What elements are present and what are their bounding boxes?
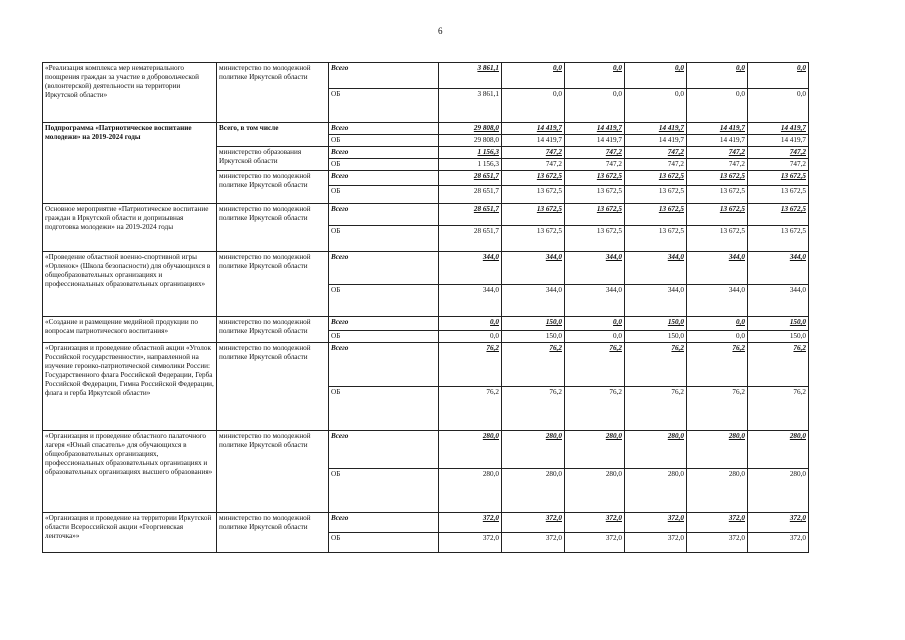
funding-source: Всего (329, 431, 439, 469)
amount-cell: 13 672,5 (625, 186, 687, 204)
funding-source: ОБ (329, 331, 439, 343)
funding-source: ОБ (329, 226, 439, 252)
amount-cell: 76,2 (625, 387, 687, 431)
amount-cell: 372,0 (439, 533, 502, 553)
amount-cell: 372,0 (625, 533, 687, 553)
executor-name: министерство по молодежной политике Иркутской области (217, 171, 329, 204)
amount-cell: 13 672,5 (687, 204, 748, 226)
funding-source: ОБ (329, 135, 439, 147)
amount-cell: 280,0 (565, 469, 625, 513)
amount-cell: 344,0 (439, 285, 502, 317)
amount-cell: 13 672,5 (565, 186, 625, 204)
amount-cell: 372,0 (502, 513, 565, 533)
amount-cell: 0,0 (565, 89, 625, 123)
program-name: Основное мероприятие «Патриотическое воспитание граждан в Иркутской области и допризывная подготовка молодежи» на 2019-2024 годы (43, 204, 217, 252)
executor-name: Всего, в том числе (217, 123, 329, 147)
amount-cell: 0,0 (502, 63, 565, 89)
amount-cell: 3 861,1 (439, 63, 502, 89)
amount-cell: 13 672,5 (748, 204, 809, 226)
amount-cell: 76,2 (687, 343, 748, 387)
amount-cell: 0,0 (565, 317, 625, 331)
funding-source: Всего (329, 63, 439, 89)
amount-cell: 28 651,7 (439, 226, 502, 252)
funding-source: Всего (329, 171, 439, 186)
amount-cell: 13 672,5 (565, 226, 625, 252)
amount-cell: 13 672,5 (625, 171, 687, 186)
funding-source: Всего (329, 317, 439, 331)
table-row (43, 252, 809, 285)
program-name: «Проведение областной военно-спортивной игры «Орленок» (Школа безопасности) для обучающихся в общеобразовательных организациях и профессиональных образовательных организациях» (43, 252, 217, 317)
amount-cell: 344,0 (687, 285, 748, 317)
amount-cell: 0,0 (687, 89, 748, 123)
table-row (43, 317, 809, 331)
executor-name: министерство по молодежной политике Иркутской области (217, 252, 329, 317)
amount-cell: 280,0 (502, 431, 565, 469)
executor-name: министерство по молодежной политике Иркутской области (217, 431, 329, 513)
amount-cell: 28 651,7 (439, 204, 502, 226)
funding-source: Всего (329, 252, 439, 285)
amount-cell: 747,2 (687, 159, 748, 171)
program-name: «Организация и проведение на территории Иркутской области Всероссийской акции «Георгиевская ленточка»» (43, 513, 217, 553)
table-row (43, 431, 809, 469)
amount-cell: 344,0 (439, 252, 502, 285)
executor-name: министерство образования Иркутской области (217, 147, 329, 171)
amount-cell: 76,2 (439, 343, 502, 387)
amount-cell: 14 419,7 (748, 135, 809, 147)
funding-source: ОБ (329, 533, 439, 553)
funding-source: Всего (329, 204, 439, 226)
executor-name: министерство по молодежной политике Иркутской области (217, 204, 329, 252)
page-number: 6 (438, 26, 443, 36)
amount-cell: 0,0 (625, 63, 687, 89)
amount-cell: 76,2 (748, 343, 809, 387)
amount-cell: 372,0 (687, 513, 748, 533)
amount-cell: 0,0 (625, 89, 687, 123)
amount-cell: 280,0 (625, 431, 687, 469)
program-name: «Организация и проведение областной акции «Уголок Российской государственности», направленной на изучение героико-патриотической символики России: Государственного флага Российской Федерации, Герба Российской Федерации, Гимна Российской Федерации, флага и герба Иркутской области» (43, 343, 217, 431)
amount-cell: 280,0 (439, 431, 502, 469)
program-name: «Создание и размещение медийной продукции по вопросам патриотического воспитания» (43, 317, 217, 343)
amount-cell: 150,0 (502, 317, 565, 331)
amount-cell: 747,2 (748, 147, 809, 159)
amount-cell: 76,2 (565, 343, 625, 387)
amount-cell: 13 672,5 (502, 204, 565, 226)
funding-source: Всего (329, 123, 439, 135)
table-row (43, 63, 809, 89)
amount-cell: 747,2 (687, 147, 748, 159)
amount-cell: 372,0 (687, 533, 748, 553)
amount-cell: 3 861,1 (439, 89, 502, 123)
amount-cell: 344,0 (687, 252, 748, 285)
amount-cell: 280,0 (439, 469, 502, 513)
amount-cell: 150,0 (502, 331, 565, 343)
amount-cell: 0,0 (748, 89, 809, 123)
amount-cell: 372,0 (748, 513, 809, 533)
amount-cell: 13 672,5 (748, 226, 809, 252)
amount-cell: 13 672,5 (687, 226, 748, 252)
amount-cell: 13 672,5 (565, 204, 625, 226)
amount-cell: 0,0 (439, 331, 502, 343)
executor-name: министерство по молодежной политике Иркутской области (217, 317, 329, 343)
executor-name: министерство по молодежной политике Иркутской области (217, 63, 329, 123)
amount-cell: 372,0 (565, 533, 625, 553)
amount-cell: 280,0 (687, 469, 748, 513)
amount-cell: 280,0 (687, 431, 748, 469)
amount-cell: 13 672,5 (748, 186, 809, 204)
table-row (43, 343, 809, 387)
amount-cell: 280,0 (565, 431, 625, 469)
executor-name: министерство по молодежной политике Иркутской области (217, 343, 329, 431)
amount-cell: 76,2 (687, 387, 748, 431)
table-row (43, 513, 809, 533)
funding-source: ОБ (329, 387, 439, 431)
amount-cell: 0,0 (687, 63, 748, 89)
amount-cell: 14 419,7 (687, 123, 748, 135)
amount-cell: 14 419,7 (502, 123, 565, 135)
amount-cell: 13 672,5 (502, 226, 565, 252)
amount-cell: 344,0 (748, 252, 809, 285)
table-row (43, 204, 809, 226)
amount-cell: 372,0 (565, 513, 625, 533)
amount-cell: 747,2 (748, 159, 809, 171)
amount-cell: 29 808,0 (439, 123, 502, 135)
amount-cell: 344,0 (502, 252, 565, 285)
funding-source: Всего (329, 513, 439, 533)
amount-cell: 76,2 (502, 387, 565, 431)
amount-cell: 0,0 (502, 89, 565, 123)
amount-cell: 747,2 (565, 147, 625, 159)
amount-cell: 13 672,5 (687, 171, 748, 186)
amount-cell: 280,0 (502, 469, 565, 513)
amount-cell: 14 419,7 (625, 135, 687, 147)
amount-cell: 344,0 (502, 285, 565, 317)
amount-cell: 747,2 (625, 159, 687, 171)
amount-cell: 344,0 (748, 285, 809, 317)
amount-cell: 280,0 (748, 431, 809, 469)
amount-cell: 280,0 (625, 469, 687, 513)
amount-cell: 0,0 (748, 63, 809, 89)
amount-cell: 372,0 (439, 513, 502, 533)
amount-cell: 13 672,5 (748, 171, 809, 186)
amount-cell: 747,2 (502, 147, 565, 159)
amount-cell: 0,0 (565, 331, 625, 343)
amount-cell: 13 672,5 (502, 171, 565, 186)
amount-cell: 14 419,7 (687, 135, 748, 147)
table-row (43, 123, 809, 135)
funding-source: Всего (329, 343, 439, 387)
funding-source: ОБ (329, 186, 439, 204)
amount-cell: 13 672,5 (502, 186, 565, 204)
amount-cell: 747,2 (565, 159, 625, 171)
amount-cell: 28 651,7 (439, 171, 502, 186)
amount-cell: 150,0 (748, 317, 809, 331)
funding-source: ОБ (329, 285, 439, 317)
amount-cell: 372,0 (502, 533, 565, 553)
amount-cell: 150,0 (625, 317, 687, 331)
amount-cell: 0,0 (687, 331, 748, 343)
amount-cell: 76,2 (502, 343, 565, 387)
amount-cell: 747,2 (502, 159, 565, 171)
amount-cell: 76,2 (565, 387, 625, 431)
amount-cell: 344,0 (625, 252, 687, 285)
amount-cell: 0,0 (565, 63, 625, 89)
amount-cell: 13 672,5 (687, 186, 748, 204)
amount-cell: 29 808,0 (439, 135, 502, 147)
amount-cell: 76,2 (439, 387, 502, 431)
amount-cell: 747,2 (625, 147, 687, 159)
amount-cell: 76,2 (625, 343, 687, 387)
amount-cell: 344,0 (565, 252, 625, 285)
amount-cell: 344,0 (565, 285, 625, 317)
program-name: «Организация и проведение областного палаточного лагеря «Юный спасатель» для обучающихся в общеобразовательных организациях, профессиональных образовательных организациях и образовательных организациях высшего образования» (43, 431, 217, 513)
budget-table (42, 62, 809, 553)
amount-cell: 13 672,5 (625, 226, 687, 252)
amount-cell: 14 419,7 (565, 123, 625, 135)
amount-cell: 150,0 (748, 331, 809, 343)
amount-cell: 13 672,5 (565, 171, 625, 186)
amount-cell: 1 156,3 (439, 147, 502, 159)
funding-source: Всего (329, 147, 439, 159)
amount-cell: 13 672,5 (625, 204, 687, 226)
amount-cell: 28 651,7 (439, 186, 502, 204)
amount-cell: 14 419,7 (748, 123, 809, 135)
amount-cell: 14 419,7 (502, 135, 565, 147)
amount-cell: 14 419,7 (625, 123, 687, 135)
amount-cell: 76,2 (748, 387, 809, 431)
amount-cell: 280,0 (748, 469, 809, 513)
amount-cell: 14 419,7 (565, 135, 625, 147)
amount-cell: 344,0 (625, 285, 687, 317)
funding-source: ОБ (329, 159, 439, 171)
program-name: Подпрограмма «Патриотическое воспитание молодежи» на 2019-2024 годы (43, 123, 217, 204)
amount-cell: 1 156,3 (439, 159, 502, 171)
program-name: «Реализация комплекса мер нематериального поощрения граждан за участие в добровольческой (волонтерской) деятельности на территории Иркутской области» (43, 63, 217, 123)
amount-cell: 372,0 (625, 513, 687, 533)
amount-cell: 0,0 (687, 317, 748, 331)
executor-name: министерство по молодежной политике Иркутской области (217, 513, 329, 553)
funding-source: ОБ (329, 469, 439, 513)
funding-source: ОБ (329, 89, 439, 123)
amount-cell: 372,0 (748, 533, 809, 553)
amount-cell: 0,0 (439, 317, 502, 331)
amount-cell: 150,0 (625, 331, 687, 343)
